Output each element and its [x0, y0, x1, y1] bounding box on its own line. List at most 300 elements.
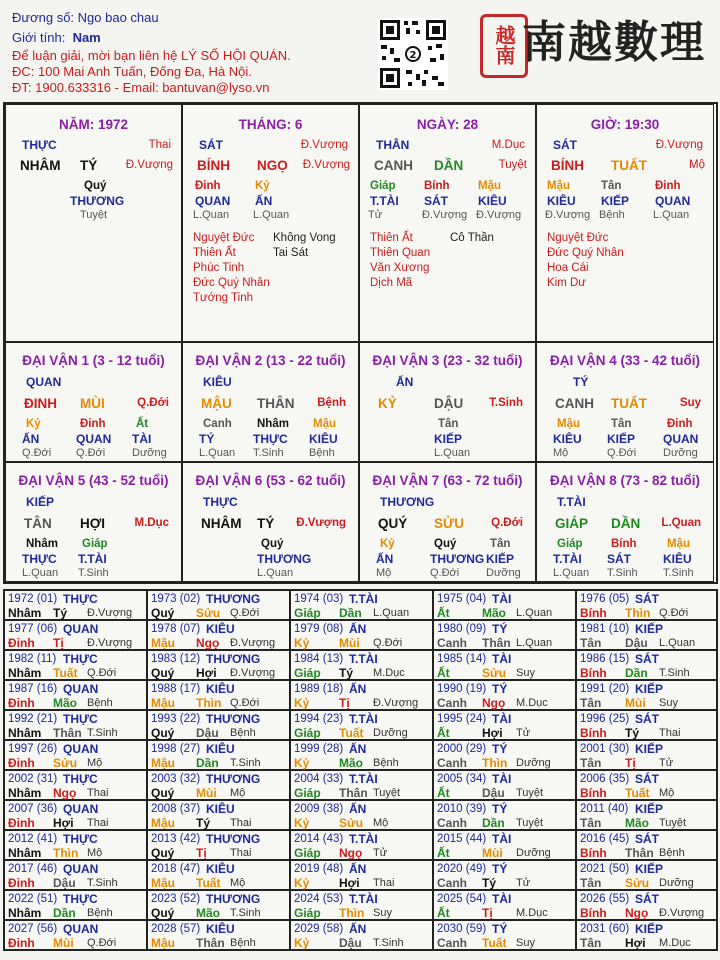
- year-life-stage: M.Dục: [373, 667, 405, 679]
- year-god: THƯƠNG: [206, 712, 261, 726]
- year-god: KIẾP: [635, 682, 664, 696]
- year-cell[interactable]: [147, 620, 290, 650]
- hidden-stem: Ất: [136, 418, 149, 430]
- year-stem: Mậu: [151, 636, 175, 650]
- hidden-stem: Mậu: [667, 538, 690, 550]
- year-cell[interactable]: [4, 830, 147, 860]
- year-branch: Dậu: [482, 786, 505, 800]
- year-label: 2018 (47): [151, 863, 201, 875]
- phone-email-line[interactable]: ĐT: 1900.633316 - Email: bantuvan@lyso.vn: [12, 80, 270, 95]
- year-cell[interactable]: [433, 590, 576, 620]
- year-cell[interactable]: [576, 620, 717, 650]
- pillar-title: THÁNG: 6: [238, 117, 303, 132]
- hidden-life-stage: Tử: [368, 209, 383, 221]
- year-god: ẤN: [349, 862, 367, 876]
- hidden-life-stage: Mộ: [553, 447, 569, 459]
- year-label: 2001 (30): [580, 743, 630, 755]
- dai-van-branch: HỢI: [80, 516, 106, 531]
- year-god: KIÊU: [206, 922, 235, 936]
- year-god: TÝ: [492, 622, 508, 636]
- year-cell[interactable]: [4, 680, 147, 710]
- hidden-god: ẤN: [255, 194, 273, 208]
- year-stem: Kỷ: [294, 636, 310, 650]
- star-item: Đức Quý Nhân: [193, 277, 270, 289]
- star-item: Nguyệt Đức: [193, 232, 255, 244]
- year-cell[interactable]: [147, 800, 290, 830]
- year-branch: Dậu: [625, 636, 648, 650]
- year-cell[interactable]: [147, 860, 290, 890]
- year-cell[interactable]: [4, 770, 147, 800]
- year-god: QUAN: [63, 682, 99, 696]
- year-branch: Hợi: [196, 666, 217, 680]
- year-stem: Quý: [151, 786, 175, 800]
- hidden-god: QUAN: [663, 432, 699, 446]
- year-cell[interactable]: [4, 890, 147, 920]
- year-label: 1982 (11): [8, 653, 57, 665]
- hidden-life-stage: Q.Đới: [22, 447, 52, 459]
- hidden-stem: Giáp: [557, 538, 583, 550]
- year-stem: Mậu: [151, 756, 175, 770]
- year-cell[interactable]: [147, 710, 290, 740]
- address-line: ĐC: 100 Mai Anh Tuấn, Đống Đa, Hà Nội.: [12, 64, 252, 79]
- year-cell[interactable]: [290, 860, 433, 890]
- dai-van-stem: GIÁP: [555, 516, 589, 531]
- hidden-god: KIẾP: [486, 552, 515, 566]
- year-stem: Nhâm: [8, 906, 42, 920]
- contact-line: Để luận giải, mời bạn liên hệ LÝ SỐ HỘI QUÁN.: [12, 48, 291, 63]
- hidden-life-stage: Tuyệt: [80, 209, 108, 221]
- year-life-stage: Đ.Vượng: [373, 697, 419, 709]
- year-label: 2021 (50): [580, 863, 630, 875]
- year-label: 2003 (32): [151, 773, 201, 785]
- luu-nien-grid: [3, 589, 718, 951]
- year-label: 1989 (18): [294, 683, 344, 695]
- year-god: ẤN: [349, 742, 367, 756]
- year-life-stage: Đ.Vượng: [87, 607, 133, 619]
- dai-van-cell[interactable]: [5, 462, 182, 582]
- year-label: 1972 (01): [8, 593, 58, 605]
- year-cell[interactable]: [576, 740, 717, 770]
- year-god: THƯƠNG: [206, 892, 261, 906]
- star-item: Thiên Quan: [370, 247, 431, 259]
- year-branch: Mùi: [339, 636, 360, 650]
- pillar-status-top: Đ.Vượng: [300, 139, 348, 151]
- pillar-title: NĂM: 1972: [58, 117, 129, 132]
- year-label: 1979 (08): [294, 623, 344, 635]
- year-life-stage: Mộ: [87, 847, 103, 859]
- hidden-god: T.TÀI: [78, 552, 107, 566]
- year-life-stage: Dưỡng: [659, 877, 694, 889]
- year-cell[interactable]: [433, 800, 576, 830]
- hidden-life-stage: T.Sinh: [663, 567, 694, 579]
- year-life-stage: T.Sinh: [230, 757, 261, 769]
- year-life-stage: Suy: [516, 667, 535, 679]
- hidden-god: T.TÀI: [553, 552, 582, 566]
- year-branch: Ngọ: [196, 636, 220, 650]
- dai-van-title: ĐẠI VẬN 3 (23 - 32 tuổi): [372, 353, 523, 368]
- year-cell[interactable]: [147, 650, 290, 680]
- year-stem: Quý: [151, 606, 175, 620]
- year-branch: Thân: [339, 786, 368, 800]
- year-cell[interactable]: [290, 890, 433, 920]
- year-label: 1993 (22): [151, 713, 201, 725]
- year-label: 1990 (19): [437, 683, 487, 695]
- year-god: TÝ: [492, 682, 508, 696]
- pillar-title: GIỜ: 19:30: [590, 117, 660, 132]
- year-god: T.TÀI: [349, 652, 378, 666]
- year-stem: Kỷ: [294, 696, 310, 710]
- hidden-stem: Giáp: [82, 538, 108, 550]
- dai-van-stem: TÂN: [24, 516, 52, 531]
- year-stem: Giáp: [294, 666, 321, 680]
- year-god: TÀI: [492, 772, 512, 786]
- year-god: THỰC: [63, 892, 98, 906]
- year-god: ẤN: [349, 682, 367, 696]
- year-stem: Giáp: [294, 906, 321, 920]
- hidden-life-stage: Bệnh: [599, 209, 625, 221]
- star-item: Đức Quý Nhân: [547, 247, 624, 259]
- year-cell[interactable]: [576, 800, 717, 830]
- year-life-stage: Thai: [659, 727, 681, 739]
- year-label: 1981 (10): [580, 623, 630, 635]
- year-god: KIẾP: [635, 862, 664, 876]
- year-cell[interactable]: [433, 620, 576, 650]
- year-label: 1996 (25): [580, 713, 630, 725]
- pillar-cell: [536, 104, 714, 342]
- year-branch: Sửu: [53, 756, 78, 770]
- year-cell[interactable]: [433, 890, 576, 920]
- year-cell[interactable]: [433, 650, 576, 680]
- hidden-stem: Bính: [611, 538, 637, 550]
- year-branch: Mùi: [196, 786, 217, 800]
- year-god: TÀI: [492, 892, 512, 906]
- year-branch: Mùi: [625, 696, 646, 710]
- year-god: KIÊU: [206, 742, 235, 756]
- hidden-god: THƯƠNG: [257, 552, 312, 566]
- year-cell[interactable]: [433, 830, 576, 860]
- year-branch: Thìn: [339, 906, 365, 920]
- svg-text:2: 2: [409, 50, 417, 61]
- year-cell[interactable]: [576, 830, 717, 860]
- year-cell[interactable]: [147, 890, 290, 920]
- year-god: QUAN: [63, 802, 99, 816]
- year-cell[interactable]: [4, 800, 147, 830]
- hidden-god: KIÊU: [547, 194, 576, 208]
- hidden-god: TÝ: [199, 432, 215, 446]
- year-cell[interactable]: [433, 770, 576, 800]
- dai-van-status: Q.Đới: [137, 397, 169, 409]
- year-cell[interactable]: [576, 860, 717, 890]
- owner-name-line: Đương số: Ngo bao chau: [12, 10, 159, 25]
- seal-stamp-icon: 越南: [480, 14, 528, 78]
- hidden-god: ẤN: [376, 552, 394, 566]
- dai-van-god: QUAN: [26, 375, 62, 389]
- hidden-life-stage: Bệnh: [309, 447, 335, 459]
- year-life-stage: Tuyệt: [516, 787, 544, 799]
- year-god: TÝ: [492, 922, 508, 936]
- year-cell[interactable]: [433, 740, 576, 770]
- year-label: 2010 (39): [437, 803, 487, 815]
- year-cell[interactable]: [4, 620, 147, 650]
- year-cell[interactable]: [4, 740, 147, 770]
- dai-van-title: ĐẠI VẬN 2 (13 - 22 tuổi): [195, 353, 346, 368]
- hidden-god: TÀI: [132, 432, 152, 446]
- hidden-stem: Mậu: [478, 180, 501, 192]
- year-stem: Canh: [437, 876, 467, 890]
- pillar-stem: BÍNH: [551, 158, 584, 173]
- dai-van-cell[interactable]: [536, 462, 714, 582]
- pillar-branch: TÝ: [80, 158, 98, 173]
- year-branch: Thân: [53, 726, 82, 740]
- year-label: 1986 (15): [580, 653, 630, 665]
- year-label: 2000 (29): [437, 743, 487, 755]
- year-branch: Dần: [482, 816, 505, 830]
- year-label: 2030 (59): [437, 923, 487, 935]
- star-item: Phúc Tinh: [193, 262, 245, 274]
- year-life-stage: L.Quan: [516, 637, 553, 649]
- hidden-god: SÁT: [424, 194, 448, 208]
- year-branch: Mão: [53, 696, 77, 710]
- year-stem: Canh: [437, 816, 467, 830]
- dai-van-god: THƯƠNG: [380, 495, 435, 509]
- year-cell[interactable]: [147, 920, 290, 950]
- year-stem: Tân: [580, 816, 602, 830]
- year-label: 2007 (36): [8, 803, 58, 815]
- year-god: SÁT: [635, 652, 659, 666]
- year-branch: Mùi: [482, 846, 503, 860]
- year-stem: Mậu: [151, 876, 175, 890]
- year-god: TÝ: [492, 802, 508, 816]
- year-cell[interactable]: [147, 770, 290, 800]
- hidden-stem: Nhâm: [257, 418, 289, 430]
- year-stem: Đinh: [8, 876, 35, 890]
- year-cell[interactable]: [433, 860, 576, 890]
- year-label: 2027 (56): [8, 923, 58, 935]
- year-cell[interactable]: [576, 920, 717, 950]
- year-branch: Mão: [482, 606, 506, 620]
- year-life-stage: Thai: [87, 817, 109, 829]
- year-life-stage: L.Quan: [659, 637, 696, 649]
- year-cell[interactable]: [576, 650, 717, 680]
- year-cell[interactable]: [576, 590, 717, 620]
- qr-code-icon[interactable]: [378, 18, 448, 90]
- year-stem: Canh: [437, 636, 467, 650]
- year-cell[interactable]: [433, 920, 576, 950]
- year-label: 1995 (24): [437, 713, 487, 725]
- year-life-stage: Suy: [659, 697, 678, 709]
- hidden-god: KIÊU: [553, 432, 582, 446]
- year-cell[interactable]: [290, 800, 433, 830]
- hidden-god: SÁT: [607, 552, 631, 566]
- year-cell[interactable]: [290, 920, 433, 950]
- year-label: 2019 (48): [294, 863, 344, 875]
- dai-van-title: ĐẠI VẬN 6 (53 - 62 tuổi): [195, 473, 346, 488]
- pillar-god: SÁT: [553, 138, 577, 152]
- year-cell[interactable]: [290, 740, 433, 770]
- pillar-title: NGÀY: 28: [416, 117, 479, 132]
- year-branch: Tuất: [53, 666, 78, 680]
- year-label: 1983 (12): [151, 653, 201, 665]
- hidden-life-stage: L.Quan: [434, 447, 471, 459]
- hidden-god: KIẾP: [607, 432, 636, 446]
- year-cell[interactable]: [576, 680, 717, 710]
- hidden-god: KIẾP: [434, 432, 463, 446]
- year-life-stage: Suy: [516, 937, 535, 949]
- year-life-stage: M.Dục: [659, 937, 691, 949]
- year-branch: Thân: [482, 636, 511, 650]
- year-stem: Ất: [437, 726, 450, 740]
- pillar-stem: BÍNH: [197, 158, 230, 173]
- year-cell[interactable]: [576, 890, 717, 920]
- hidden-god: KIẾP: [601, 194, 630, 208]
- year-stem: Ất: [437, 786, 450, 800]
- year-cell[interactable]: [290, 680, 433, 710]
- year-label: 2029 (58): [294, 923, 344, 935]
- year-cell[interactable]: [290, 650, 433, 680]
- year-stem: Mậu: [151, 696, 175, 710]
- year-label: 1994 (23): [294, 713, 344, 725]
- hidden-life-stage: Dưỡng: [486, 567, 521, 579]
- year-cell[interactable]: [4, 590, 147, 620]
- year-god: KIÊU: [206, 802, 235, 816]
- year-branch: Tị: [482, 906, 493, 920]
- dai-van-cell[interactable]: [182, 462, 359, 582]
- year-cell[interactable]: [147, 680, 290, 710]
- year-label: 2017 (46): [8, 863, 58, 875]
- year-god: SÁT: [635, 712, 659, 726]
- year-life-stage: L.Quan: [373, 607, 410, 619]
- year-god: SÁT: [635, 832, 659, 846]
- year-branch: Sửu: [625, 876, 650, 890]
- year-life-stage: T.Sinh: [87, 727, 118, 739]
- pillar-stem: NHÂM: [20, 158, 61, 173]
- year-god: KIẾP: [635, 742, 664, 756]
- year-branch: Tuất: [482, 936, 507, 950]
- year-stem: Bính: [580, 606, 607, 620]
- year-stem: Ất: [437, 846, 450, 860]
- year-branch: Dần: [53, 906, 76, 920]
- dai-van-cell[interactable]: [5, 342, 182, 462]
- year-branch: Tuất: [339, 726, 364, 740]
- year-branch: Mão: [196, 906, 220, 920]
- year-stem: Tân: [580, 636, 602, 650]
- year-cell[interactable]: [290, 830, 433, 860]
- year-stem: Mậu: [151, 816, 175, 830]
- year-cell[interactable]: [4, 710, 147, 740]
- year-life-stage: Đ.Vượng: [659, 907, 705, 919]
- dai-van-cell[interactable]: [359, 462, 536, 582]
- year-branch: Sửu: [339, 816, 364, 830]
- year-cell[interactable]: [290, 590, 433, 620]
- year-god: THƯƠNG: [206, 652, 261, 666]
- pillar-cell: [5, 104, 182, 342]
- year-cell[interactable]: [290, 770, 433, 800]
- year-cell[interactable]: [4, 650, 147, 680]
- year-cell[interactable]: [290, 620, 433, 650]
- header: [0, 0, 720, 100]
- year-life-stage: Mộ: [373, 817, 389, 829]
- hidden-stem: Quý: [261, 538, 284, 550]
- hidden-god: KIÊU: [309, 432, 338, 446]
- hidden-stem: Tân: [438, 418, 459, 430]
- year-stem: Canh: [437, 756, 467, 770]
- year-god: THƯƠNG: [206, 832, 261, 846]
- year-stem: Đinh: [8, 636, 35, 650]
- year-label: 1988 (17): [151, 683, 201, 695]
- year-stem: Ất: [437, 606, 450, 620]
- year-label: 2016 (45): [580, 833, 630, 845]
- year-stem: Kỷ: [294, 876, 310, 890]
- year-branch: Thìn: [625, 606, 651, 620]
- year-branch: Ngọ: [53, 786, 77, 800]
- dai-van-branch: SỬU: [434, 516, 464, 531]
- year-cell[interactable]: [147, 590, 290, 620]
- hidden-god: THỰC: [253, 432, 288, 446]
- dai-van-cell[interactable]: [359, 342, 536, 462]
- hidden-life-stage: L.Quan: [22, 567, 59, 579]
- year-life-stage: Q.Đới: [373, 637, 403, 649]
- year-life-stage: T.Sinh: [87, 877, 118, 889]
- year-branch: Tị: [625, 756, 636, 770]
- hidden-life-stage: T.Sinh: [78, 567, 109, 579]
- year-god: THƯƠNG: [206, 592, 261, 606]
- hidden-god: KIÊU: [478, 194, 507, 208]
- year-cell[interactable]: [576, 710, 717, 740]
- year-cell[interactable]: [576, 770, 717, 800]
- hidden-god: T.TÀI: [370, 194, 399, 208]
- year-cell[interactable]: [433, 680, 576, 710]
- pillar-branch-status: Đ.Vượng: [302, 159, 350, 171]
- year-cell[interactable]: [147, 740, 290, 770]
- year-label: 2028 (57): [151, 923, 201, 935]
- year-branch: Mùi: [53, 936, 74, 950]
- year-god: T.TÀI: [349, 892, 378, 906]
- year-cell[interactable]: [290, 710, 433, 740]
- dai-van-cell[interactable]: [182, 342, 359, 462]
- dai-van-god: ẤN: [396, 375, 414, 389]
- year-branch: Hợi: [339, 876, 360, 890]
- year-stem: Tân: [580, 936, 602, 950]
- year-label: 2013 (42): [151, 833, 201, 845]
- year-cell[interactable]: [4, 920, 147, 950]
- hidden-life-stage: Mộ: [376, 567, 392, 579]
- year-label: 1998 (27): [151, 743, 201, 755]
- pillar-god: SÁT: [199, 138, 223, 152]
- dai-van-cell[interactable]: [536, 342, 714, 462]
- year-god: THỰC: [63, 712, 98, 726]
- dai-van-branch: TUẤT: [611, 396, 647, 411]
- year-stem: Tân: [580, 696, 602, 710]
- year-cell[interactable]: [4, 860, 147, 890]
- year-label: 2024 (53): [294, 893, 344, 905]
- year-life-stage: Mộ: [659, 787, 675, 799]
- year-branch: Dần: [625, 666, 648, 680]
- pillar-status-top: M.Dục: [491, 139, 525, 151]
- dai-van-god: THỰC: [203, 495, 238, 509]
- year-stem: Đinh: [8, 696, 35, 710]
- dai-van-status: Đ.Vượng: [296, 517, 346, 529]
- hidden-stem: Quý: [434, 538, 457, 550]
- pillar-branch-status: Đ.Vượng: [125, 159, 173, 171]
- dai-van-status: T.Sinh: [489, 397, 523, 409]
- year-cell[interactable]: [433, 710, 576, 740]
- year-label: 1980 (09): [437, 623, 487, 635]
- year-branch: Tuất: [625, 786, 650, 800]
- year-cell[interactable]: [147, 830, 290, 860]
- hidden-life-stage: Dưỡng: [663, 447, 698, 459]
- hidden-life-stage: Dưỡng: [132, 447, 167, 459]
- year-god: QUAN: [63, 862, 99, 876]
